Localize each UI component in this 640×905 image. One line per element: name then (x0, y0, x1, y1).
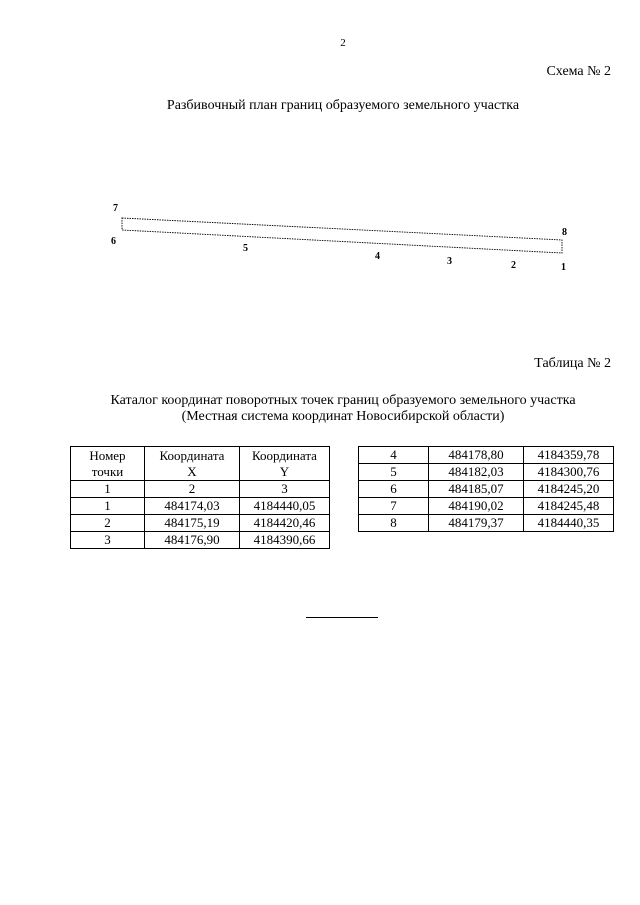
x-cell: 484185,07 (429, 481, 524, 498)
coordinates-table-right (358, 446, 614, 532)
plan-title: Разбивочный план границ образуемого земельного участка (166, 98, 520, 113)
point-cell: 7 (359, 498, 429, 515)
point-cell: 6 (359, 481, 429, 498)
column-number-cell: 1 (71, 481, 145, 498)
table-row (359, 481, 614, 498)
point-cell: 1 (71, 498, 145, 515)
plot-boundary (122, 218, 562, 253)
x-cell: 484175,19 (145, 515, 240, 532)
table-row (359, 498, 614, 515)
y-cell: 4184390,66 (240, 532, 330, 549)
point-label-2: 2 (511, 260, 516, 271)
y-cell: 4184440,35 (524, 515, 614, 532)
x-cell: 484178,80 (429, 447, 524, 464)
header-y-line2: Y (279, 463, 290, 479)
header-point-line1: Номер (89, 447, 126, 463)
table-row (71, 498, 330, 515)
page-number: 2 (340, 37, 346, 49)
table-row (71, 532, 330, 549)
y-cell: 4184420,46 (240, 515, 330, 532)
catalog-title-line2: (Местная система координат Новосибирской области) (181, 409, 505, 424)
header-x-line2: X (187, 463, 197, 479)
point-cell: 5 (359, 464, 429, 481)
header-x (145, 447, 240, 481)
x-cell: 484190,02 (429, 498, 524, 515)
x-cell: 484182,03 (429, 464, 524, 481)
y-cell: 4184440,05 (240, 498, 330, 515)
point-label-5: 5 (243, 243, 248, 254)
point-cell: 8 (359, 515, 429, 532)
scheme-label: Схема № 2 (546, 64, 611, 79)
coordinates-table-left (70, 446, 330, 549)
boundary-plan (100, 195, 580, 280)
point-label-6: 6 (111, 236, 116, 247)
point-label-8: 8 (562, 227, 567, 238)
column-number-cell: 3 (240, 481, 330, 498)
table-label: Таблица № 2 (534, 356, 611, 371)
point-cell: 2 (71, 515, 145, 532)
table-row (359, 464, 614, 481)
x-cell: 484179,37 (429, 515, 524, 532)
header-y-line1: Координата (252, 447, 317, 463)
point-label-3: 3 (447, 256, 452, 267)
y-cell: 4184300,76 (524, 464, 614, 481)
column-number-cell: 2 (145, 481, 240, 498)
header-x-line1: Координата (159, 447, 225, 463)
column-number-row (71, 481, 330, 498)
header-point (71, 447, 145, 481)
x-cell: 484174,03 (145, 498, 240, 515)
table-header-row (71, 447, 330, 481)
point-label-1: 1 (561, 262, 566, 273)
catalog-title (0, 393, 640, 425)
point-cell: 3 (71, 532, 145, 549)
table-row (359, 447, 614, 464)
footer-divider (306, 617, 378, 618)
x-cell: 484176,90 (145, 532, 240, 549)
table-row (71, 515, 330, 532)
y-cell: 4184359,78 (524, 447, 614, 464)
point-label-4: 4 (375, 251, 380, 262)
header-point-line2: точки (91, 463, 124, 479)
table-row (359, 515, 614, 532)
point-cell: 4 (359, 447, 429, 464)
header-y (240, 447, 330, 481)
catalog-title-line1: Каталог координат поворотных точек границ образуемого земельного участка (110, 393, 576, 408)
y-cell: 4184245,48 (524, 498, 614, 515)
point-label-7: 7 (113, 203, 118, 214)
y-cell: 4184245,20 (524, 481, 614, 498)
